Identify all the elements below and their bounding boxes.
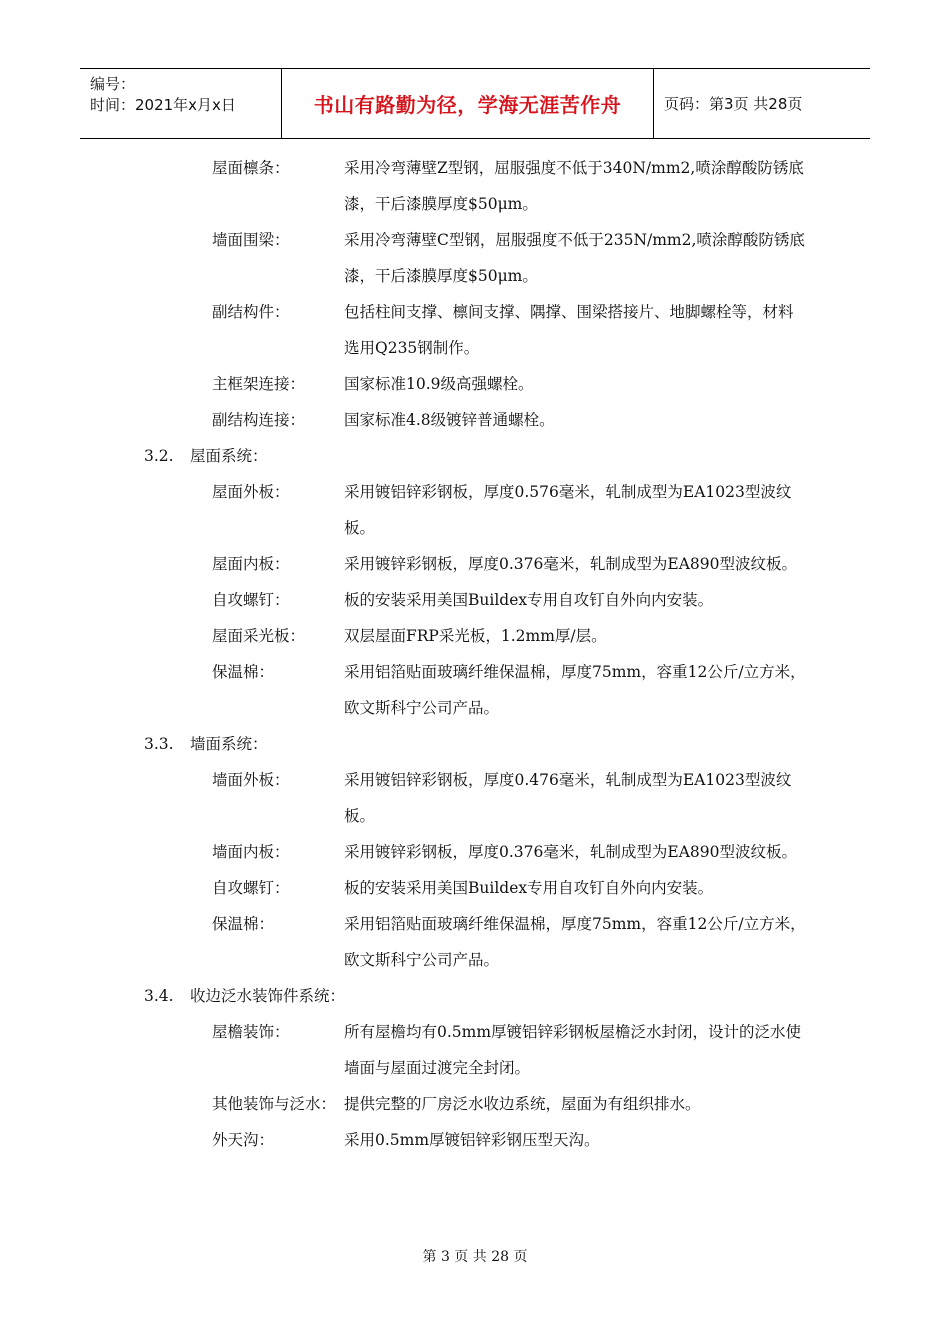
header-page-info: 页码：第3页 共28页 bbox=[664, 95, 803, 113]
spec-item bbox=[0, 1122, 950, 1158]
document-body bbox=[0, 150, 950, 1158]
spec-item bbox=[0, 906, 950, 978]
spec-item-label: 自攻螺钉： bbox=[212, 591, 290, 609]
spec-item-text: 采用冷弯薄壁Z型钢，屈服强度不低于340N/mm2,喷涂醇酸防锈底漆，干后漆膜厚度$50μm。 bbox=[344, 159, 804, 213]
spec-item-text: 采用镀铝锌彩钢板，厚度0.476毫米，轧制成型为EA1023型波纹板。 bbox=[344, 771, 792, 825]
spec-item-text: 采用铝箔贴面玻璃纤维保温棉，厚度75mm，容重12公斤/立方米，欧文斯科宁公司产品。 bbox=[344, 915, 806, 969]
spec-item-label: 副结构连接： bbox=[212, 411, 306, 429]
section-heading bbox=[0, 438, 950, 474]
document-number-label: 编号： bbox=[90, 75, 136, 93]
spec-item-text: 采用冷弯薄壁C型钢，屈服强度不低于235N/mm2,喷涂醇酸防锈底漆，干后漆膜厚度$50μm。 bbox=[344, 231, 805, 285]
spec-item-text: 所有屋檐均有0.5mm厚镀铝锌彩钢板屋檐泛水封闭，设计的泛水使墙面与屋面过渡完全封闭。 bbox=[344, 1023, 802, 1077]
spec-item bbox=[0, 762, 950, 834]
spec-item bbox=[0, 582, 950, 618]
spec-item bbox=[0, 546, 950, 582]
section-title: 墙面系统： bbox=[190, 735, 268, 753]
spec-item bbox=[0, 366, 950, 402]
section-number: 3.2. bbox=[144, 447, 174, 465]
page-header bbox=[80, 68, 870, 139]
spec-item-label: 屋面内板： bbox=[212, 555, 290, 573]
section-heading bbox=[0, 726, 950, 762]
spec-item-text: 国家标准4.8级镀锌普通螺栓。 bbox=[344, 411, 555, 429]
spec-item-label: 墙面内板： bbox=[212, 843, 290, 861]
header-motto: 书山有路勤为径，学海无涯苦作舟 bbox=[282, 69, 654, 138]
spec-item-label: 外天沟： bbox=[212, 1131, 275, 1149]
page-footer: 第 3 页 共 28 页 bbox=[422, 1249, 528, 1265]
spec-item-label: 主框架连接： bbox=[212, 375, 306, 393]
spec-item bbox=[0, 834, 950, 870]
header-meta bbox=[80, 69, 282, 138]
spec-item-text: 采用镀铝锌彩钢板，厚度0.576毫米，轧制成型为EA1023型波纹板。 bbox=[344, 483, 792, 537]
spec-item-text: 采用镀锌彩钢板，厚度0.376毫米，轧制成型为EA890型波纹板。 bbox=[344, 555, 797, 573]
spec-item-text: 板的安装采用美国Buildex专用自攻钉自外向内安装。 bbox=[344, 591, 714, 609]
spec-item bbox=[0, 474, 950, 546]
spec-item bbox=[0, 294, 950, 366]
spec-item-label: 屋面外板： bbox=[212, 483, 290, 501]
spec-item-label: 屋檐装饰： bbox=[212, 1023, 290, 1041]
spec-item-text: 双层屋面FRP采光板，1.2mm厚/层。 bbox=[344, 627, 607, 645]
spec-item-text: 板的安装采用美国Buildex专用自攻钉自外向内安装。 bbox=[344, 879, 714, 897]
spec-item-label: 副结构件： bbox=[212, 303, 290, 321]
spec-item-label: 屋面檩条： bbox=[212, 159, 290, 177]
spec-item bbox=[0, 654, 950, 726]
section-title: 收边泛水装饰件系统： bbox=[190, 987, 346, 1005]
section-number: 3.3. bbox=[144, 735, 174, 753]
spec-item bbox=[0, 150, 950, 222]
spec-item bbox=[0, 870, 950, 906]
spec-item-label: 保温棉： bbox=[212, 663, 275, 681]
spec-item-text: 提供完整的厂房泛水收边系统，屋面为有组织排水。 bbox=[344, 1095, 701, 1113]
spec-item-text: 采用0.5mm厚镀铝锌彩钢压型天沟。 bbox=[344, 1131, 600, 1149]
spec-item-label: 墙面外板： bbox=[212, 771, 290, 789]
spec-item-label: 墙面围梁： bbox=[212, 231, 290, 249]
spec-item bbox=[0, 618, 950, 654]
spec-item-label: 自攻螺钉： bbox=[212, 879, 290, 897]
section-heading bbox=[0, 978, 950, 1014]
spec-item-text: 采用铝箔贴面玻璃纤维保温棉，厚度75mm，容重12公斤/立方米，欧文斯科宁公司产品。 bbox=[344, 663, 806, 717]
spec-item bbox=[0, 402, 950, 438]
spec-item-label: 屋面采光板： bbox=[212, 627, 306, 645]
spec-item-text: 包括柱间支撑、檩间支撑、隅撑、围梁搭接片、地脚螺栓等，材料选用Q235钢制作。 bbox=[344, 303, 794, 357]
section-title: 屋面系统： bbox=[190, 447, 268, 465]
spec-item-label: 保温棉： bbox=[212, 915, 275, 933]
spec-item-label: 其他装饰与泛水： bbox=[212, 1095, 337, 1113]
spec-item-text: 采用镀锌彩钢板，厚度0.376毫米，轧制成型为EA890型波纹板。 bbox=[344, 843, 797, 861]
spec-item bbox=[0, 222, 950, 294]
section-number: 3.4. bbox=[144, 987, 174, 1005]
spec-item bbox=[0, 1014, 950, 1086]
spec-item-text: 国家标准10.9级高强螺栓。 bbox=[344, 375, 534, 393]
spec-item bbox=[0, 1086, 950, 1122]
document-time-label: 时间：2021年x月x日 bbox=[90, 96, 236, 114]
